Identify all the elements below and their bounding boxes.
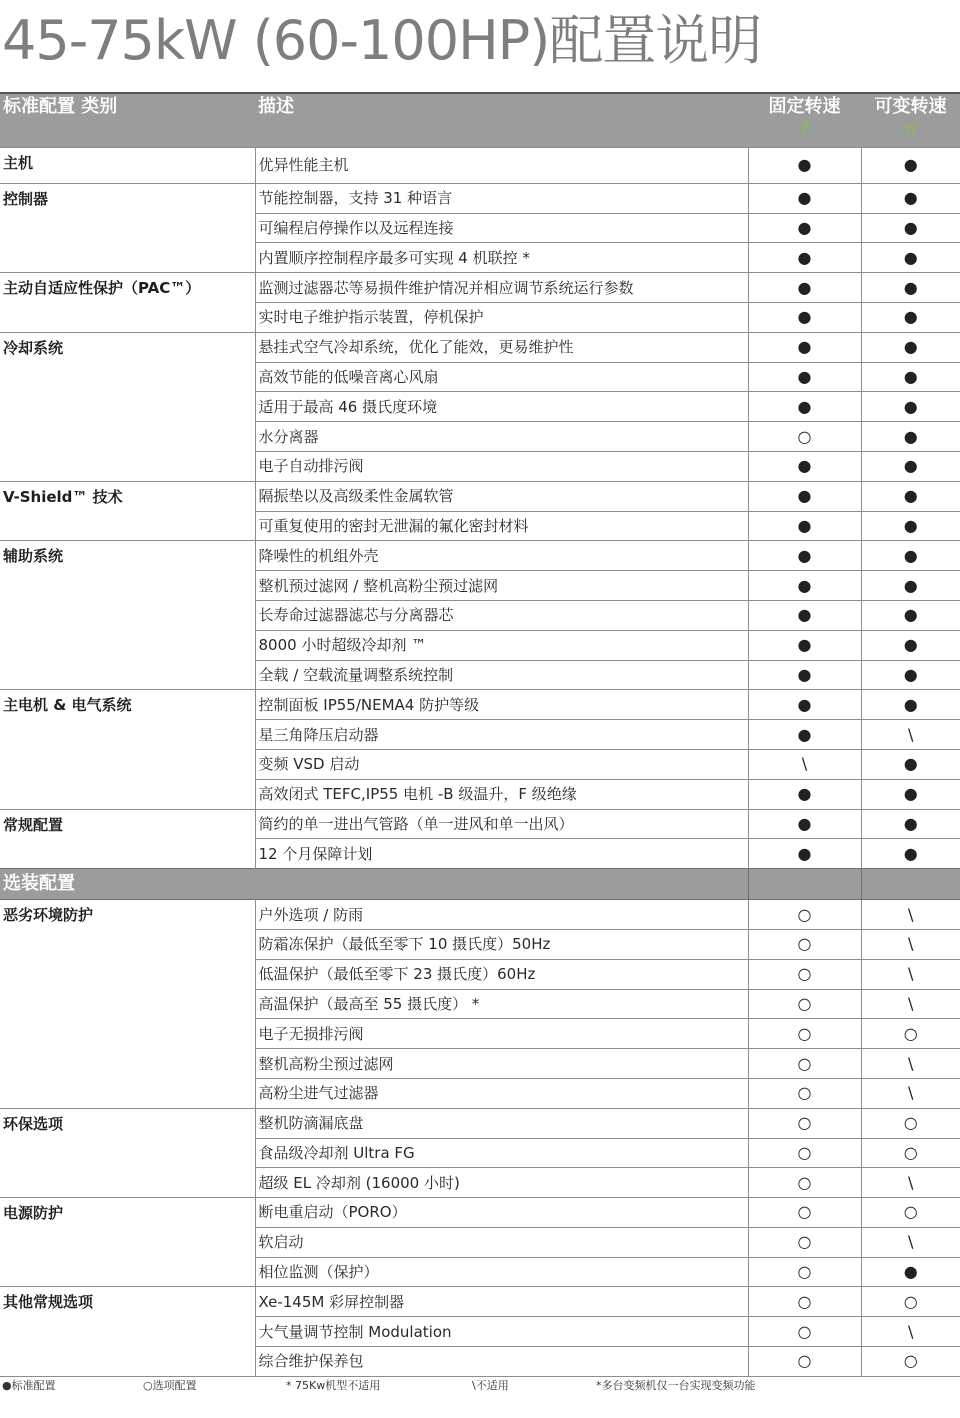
variable-speed-mark: ● bbox=[903, 426, 918, 446]
description-cell: 高粉尘进气过滤器 bbox=[255, 1078, 748, 1108]
table-row bbox=[0, 1108, 960, 1138]
variable-speed-mark: ● bbox=[903, 843, 918, 863]
variable-speed-mark: ● bbox=[903, 694, 918, 714]
header-fixed-speed bbox=[748, 93, 861, 148]
description-cell: 高效闭式 TEFC,IP55 电机 -B 级温升，F 级绝缘 bbox=[255, 779, 748, 809]
table-row bbox=[0, 1287, 960, 1317]
variable-speed-mark: \ bbox=[908, 904, 914, 924]
description-cell: Xe-145M 彩屏控制器 bbox=[255, 1287, 748, 1317]
variable-speed-mark: ● bbox=[903, 188, 918, 208]
legend-optional: ○选项配置 bbox=[143, 1379, 197, 1392]
variable-speed-mark: \ bbox=[908, 1083, 914, 1103]
fixed-speed-mark: ○ bbox=[748, 1257, 861, 1287]
fixed-speed-mark: ● bbox=[748, 243, 861, 273]
fixed-speed-mark: ● bbox=[748, 600, 861, 630]
variable-speed-mark: ● bbox=[903, 396, 918, 416]
description-cell: 节能控制器，支持 31 种语言 bbox=[255, 183, 748, 213]
fixed-speed-mark: ● bbox=[748, 779, 861, 809]
fixed-speed-mark: ○ bbox=[748, 1078, 861, 1108]
category-label: 常规配置 bbox=[0, 809, 255, 869]
variable-speed-mark: ● bbox=[903, 307, 918, 327]
fixed-speed-mark: ○ bbox=[748, 1138, 861, 1168]
description-cell: 断电重启动（PORO） bbox=[255, 1198, 748, 1228]
optional-config-body bbox=[0, 869, 960, 1377]
table-row bbox=[0, 809, 960, 839]
description-cell: 监测过滤器芯等易损件维护情况并相应调节系统运行参数 bbox=[255, 273, 748, 303]
description-cell: 简约的单一进出气管路（单一进风和单一出风） bbox=[255, 809, 748, 839]
fixed-speed-mark: ○ bbox=[748, 1049, 861, 1079]
table-header-row bbox=[0, 93, 960, 148]
fixed-speed-mark: ○ bbox=[748, 1198, 861, 1228]
fixed-speed-mark: ○ bbox=[748, 989, 861, 1019]
description-cell: 内置顺序控制程序最多可实现 4 机联控 * bbox=[255, 243, 748, 273]
variable-speed-mark: ● bbox=[903, 247, 918, 267]
variable-speed-mark: ● bbox=[903, 486, 918, 506]
header-description: 描述 bbox=[255, 93, 748, 148]
fixed-speed-mark: ● bbox=[748, 690, 861, 720]
table-row bbox=[0, 148, 960, 184]
description-cell: 实时电子维护指示装置，停机保护 bbox=[255, 302, 748, 332]
fixed-speed-mark: ● bbox=[748, 839, 861, 869]
description-cell: 可重复使用的密封无泄漏的氟化密封材料 bbox=[255, 511, 748, 541]
category-label: 主机 bbox=[0, 148, 255, 184]
description-cell: 软启动 bbox=[255, 1227, 748, 1257]
legend-standard: ●标准配置 bbox=[2, 1379, 56, 1392]
variable-speed-mark: ● bbox=[903, 515, 918, 535]
variable-speed-mark: ● bbox=[903, 635, 918, 655]
variable-speed-mark: \ bbox=[908, 964, 914, 984]
fixed-speed-mark: ● bbox=[748, 362, 861, 392]
optional-section-title: 选装配置 bbox=[0, 869, 748, 900]
variable-speed-mark: \ bbox=[908, 1321, 914, 1341]
description-cell: 变频 VSD 启动 bbox=[255, 749, 748, 779]
variable-speed-mark: ○ bbox=[903, 1113, 918, 1133]
description-cell: 控制面板 IP55/NEMA4 防护等级 bbox=[255, 690, 748, 720]
variable-speed-mark: ● bbox=[903, 217, 918, 237]
table-row bbox=[0, 183, 960, 213]
variable-speed-mark: ○ bbox=[903, 1142, 918, 1162]
fixed-speed-mark: ● bbox=[748, 571, 861, 601]
legend-75kw-note: * 75Kw机型不适用 bbox=[286, 1379, 381, 1392]
table-row bbox=[0, 481, 960, 511]
fixed-speed-mark: ● bbox=[748, 183, 861, 213]
description-cell: 全载 / 空载流量调整系统控制 bbox=[255, 660, 748, 690]
description-cell: 电子无损排污阀 bbox=[255, 1019, 748, 1049]
category-label: V-Shield™ 技术 bbox=[0, 481, 255, 541]
variable-speed-mark: ● bbox=[903, 545, 918, 565]
fixed-speed-mark: ● bbox=[748, 511, 861, 541]
variable-speed-mark: \ bbox=[908, 1232, 914, 1252]
variable-speed-mark: ○ bbox=[903, 1351, 918, 1371]
description-cell: 食品级冷却剂 Ultra FG bbox=[255, 1138, 748, 1168]
fixed-speed-mark: \ bbox=[748, 749, 861, 779]
table-row bbox=[0, 541, 960, 571]
fixed-speed-mark: ○ bbox=[748, 1168, 861, 1198]
fixed-speed-mark: ○ bbox=[748, 1227, 861, 1257]
fixed-speed-icon: f bbox=[801, 119, 808, 139]
category-label: 辅助系统 bbox=[0, 541, 255, 690]
table-row bbox=[0, 900, 960, 930]
header-variable-label: 可变转速 bbox=[874, 96, 947, 117]
category-label: 主电机 & 电气系统 bbox=[0, 690, 255, 809]
variable-speed-mark: ● bbox=[903, 155, 918, 175]
optional-section-row bbox=[0, 869, 960, 900]
optional-section-variable-cell bbox=[861, 869, 960, 900]
description-cell: 悬挂式空气冷却系统，优化了能效，更易维护性 bbox=[255, 332, 748, 362]
description-cell: 低温保护（最低至零下 23 摄氏度）60Hz bbox=[255, 959, 748, 989]
description-cell: 降噪性的机组外壳 bbox=[255, 541, 748, 571]
category-label: 恶劣环境防护 bbox=[0, 900, 255, 1109]
fixed-speed-mark: ○ bbox=[748, 1108, 861, 1138]
legend bbox=[0, 1377, 960, 1397]
legend-not-applicable: \不适用 bbox=[472, 1379, 509, 1392]
description-cell: 超级 EL 冷却剂 (16000 小时) bbox=[255, 1168, 748, 1198]
fixed-speed-mark: ○ bbox=[748, 959, 861, 989]
header-fixed-label: 固定转速 bbox=[768, 96, 841, 117]
fixed-speed-mark: ○ bbox=[748, 1347, 861, 1377]
variable-speed-mark: ○ bbox=[903, 1202, 918, 1222]
category-label: 冷却系统 bbox=[0, 332, 255, 481]
header-variable-speed bbox=[861, 93, 960, 148]
variable-speed-icon: n bbox=[905, 119, 916, 139]
fixed-speed-mark: ○ bbox=[748, 1019, 861, 1049]
fixed-speed-mark: ● bbox=[748, 148, 861, 184]
legend-vsd-note: *多台变频机仅一台实现变频功能 bbox=[596, 1379, 756, 1392]
description-cell: 大气量调节控制 Modulation bbox=[255, 1317, 748, 1347]
fixed-speed-mark: ● bbox=[748, 630, 861, 660]
header-category: 标准配置 类别 bbox=[0, 93, 255, 148]
fixed-speed-mark: ● bbox=[748, 541, 861, 571]
description-cell: 整机预过滤网 / 整机高粉尘预过滤网 bbox=[255, 571, 748, 601]
variable-speed-mark: ● bbox=[903, 605, 918, 625]
table-row bbox=[0, 332, 960, 362]
fixed-speed-mark: ● bbox=[748, 273, 861, 303]
variable-speed-mark: ● bbox=[903, 1262, 918, 1282]
variable-speed-mark: \ bbox=[908, 1172, 914, 1192]
fixed-speed-mark: ● bbox=[748, 332, 861, 362]
category-label: 电源防护 bbox=[0, 1198, 255, 1287]
configuration-table bbox=[0, 92, 960, 1377]
category-label: 主动自适应性保护（PAC™） bbox=[0, 273, 255, 333]
fixed-speed-mark: ● bbox=[748, 660, 861, 690]
fixed-speed-mark: ○ bbox=[748, 1287, 861, 1317]
variable-speed-mark: ● bbox=[903, 813, 918, 833]
category-label: 其他常规选项 bbox=[0, 1287, 255, 1376]
description-cell: 水分离器 bbox=[255, 422, 748, 452]
description-cell: 高温保护（最高至 55 摄氏度） * bbox=[255, 989, 748, 1019]
table-row bbox=[0, 690, 960, 720]
fixed-speed-mark: ● bbox=[748, 720, 861, 750]
fixed-speed-mark: ● bbox=[748, 451, 861, 481]
variable-speed-mark: ● bbox=[903, 277, 918, 297]
description-cell: 整机防滴漏底盘 bbox=[255, 1108, 748, 1138]
description-cell: 8000 小时超级冷却剂 ™ bbox=[255, 630, 748, 660]
fixed-speed-mark: ● bbox=[748, 809, 861, 839]
variable-speed-mark: \ bbox=[908, 1053, 914, 1073]
description-cell: 高效节能的低噪音离心风扇 bbox=[255, 362, 748, 392]
variable-speed-mark: ● bbox=[903, 337, 918, 357]
fixed-speed-mark: ○ bbox=[748, 1317, 861, 1347]
variable-speed-mark: \ bbox=[908, 993, 914, 1013]
variable-speed-mark: ● bbox=[903, 456, 918, 476]
page-title: 45-75kW (60-100HP)配置说明 bbox=[2, 9, 762, 72]
variable-speed-mark: ○ bbox=[903, 1291, 918, 1311]
standard-config-body bbox=[0, 148, 960, 869]
description-cell: 长寿命过滤器滤芯与分离器芯 bbox=[255, 600, 748, 630]
description-cell: 综合维护保养包 bbox=[255, 1347, 748, 1377]
fixed-speed-mark: ● bbox=[748, 392, 861, 422]
variable-speed-mark: ○ bbox=[903, 1023, 918, 1043]
variable-speed-mark: ● bbox=[903, 575, 918, 595]
variable-speed-mark: ● bbox=[903, 366, 918, 386]
fixed-speed-mark: ○ bbox=[748, 929, 861, 959]
fixed-speed-mark: ○ bbox=[748, 900, 861, 930]
table-row bbox=[0, 1198, 960, 1228]
description-cell: 相位监测（保护） bbox=[255, 1257, 748, 1287]
category-label: 环保选项 bbox=[0, 1108, 255, 1197]
description-cell: 优异性能主机 bbox=[255, 148, 748, 184]
category-label: 控制器 bbox=[0, 183, 255, 272]
description-cell: 电子自动排污阀 bbox=[255, 451, 748, 481]
description-cell: 防霜冻保护（最低至零下 10 摄氏度）50Hz bbox=[255, 929, 748, 959]
fixed-speed-mark: ● bbox=[748, 302, 861, 332]
fixed-speed-mark: ● bbox=[748, 213, 861, 243]
description-cell: 隔振垫以及高级柔性金属软管 bbox=[255, 481, 748, 511]
description-cell: 适用于最高 46 摄氏度环境 bbox=[255, 392, 748, 422]
description-cell: 12 个月保障计划 bbox=[255, 839, 748, 869]
description-cell: 星三角降压启动器 bbox=[255, 720, 748, 750]
variable-speed-mark: ● bbox=[903, 754, 918, 774]
fixed-speed-mark: ○ bbox=[748, 422, 861, 452]
variable-speed-mark: \ bbox=[908, 934, 914, 954]
table-row bbox=[0, 273, 960, 303]
fixed-speed-mark: ● bbox=[748, 481, 861, 511]
optional-section-fixed-cell bbox=[748, 869, 861, 900]
variable-speed-mark: ● bbox=[903, 784, 918, 804]
description-cell: 整机高粉尘预过滤网 bbox=[255, 1049, 748, 1079]
description-cell: 户外选项 / 防雨 bbox=[255, 900, 748, 930]
description-cell: 可编程启停操作以及远程连接 bbox=[255, 213, 748, 243]
variable-speed-mark: ● bbox=[903, 664, 918, 684]
variable-speed-mark: \ bbox=[908, 724, 914, 744]
